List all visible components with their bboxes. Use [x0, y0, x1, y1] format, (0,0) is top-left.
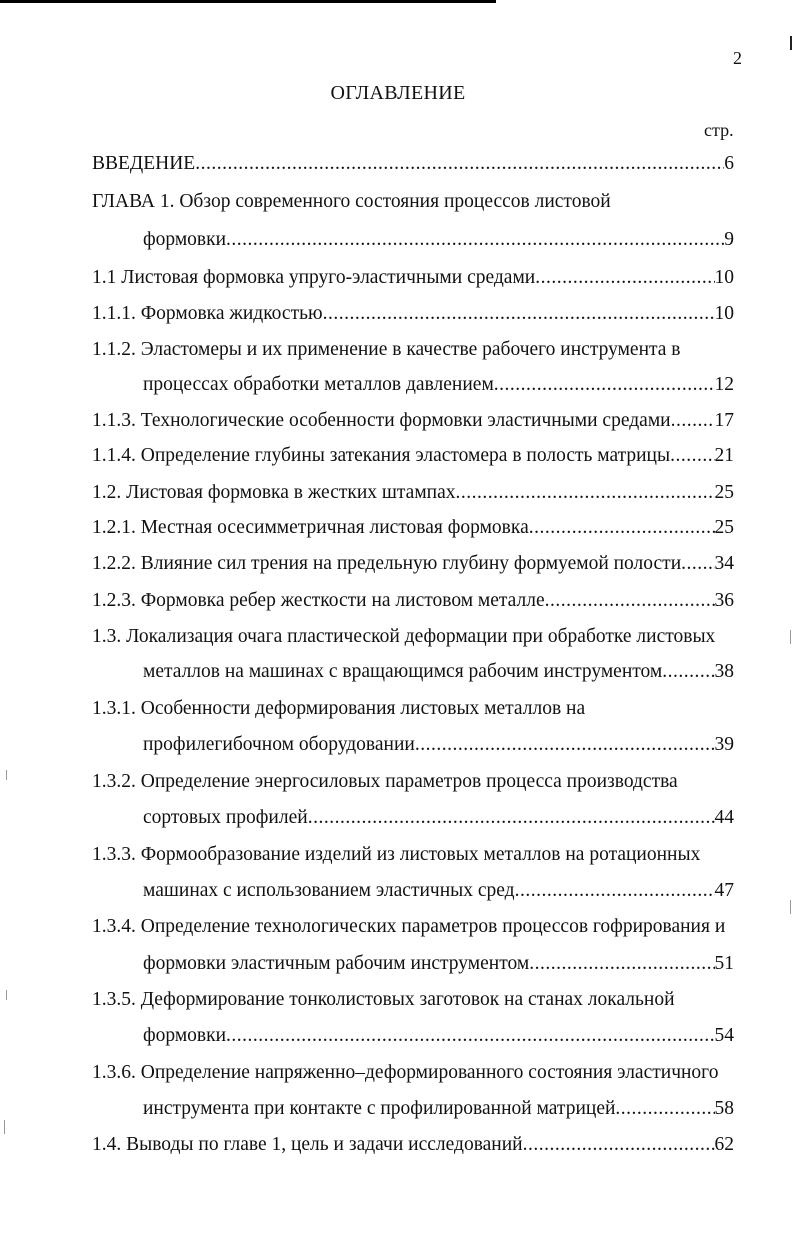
toc-entry-1-1-1[interactable]: 1.1.1. Формовка жидкостью ..... 10 [92, 302, 734, 326]
toc-entry-introduction[interactable]: ВВЕДЕНИЕ ..... 6 [92, 152, 734, 176]
top-border-line [0, 0, 496, 3]
scan-mark [6, 770, 7, 780]
scan-mark [790, 900, 791, 914]
edge-mark [790, 36, 792, 50]
toc-entry-1-2[interactable]: 1.2. Листовая формовка в жестких штампах ..... 25 [92, 481, 734, 505]
toc-entry-1-3-cont[interactable]: металлов на машинах с вращающимся рабочим инструментом ..... 38 [143, 660, 734, 684]
toc-entry-chapter-1[interactable]: ГЛАВА 1. Обзор современного состояния процессов листовой [92, 191, 611, 212]
toc-entry-1-4[interactable]: 1.4. Выводы по главе 1, цель и задачи исследований ..... 62 [92, 1133, 734, 1157]
toc-entry-1-1-3[interactable]: 1.1.3. Технологические особенности формовки эластичными средами ..... 17 [92, 409, 734, 433]
toc-entry-chapter-1-cont[interactable]: формовки ..... 9 [143, 228, 734, 252]
page-column-label: стр. [704, 120, 734, 140]
toc-entry-1-3-6[interactable]: 1.3.6. Определение напряженно–деформированного состояния эластичного [92, 1062, 719, 1083]
toc-entry-1-1-2-cont[interactable]: процессах обработки металлов давлением ..... 12 [143, 373, 734, 397]
scan-mark [790, 630, 791, 644]
toc-entry-1-3[interactable]: 1.3. Локализация очага пластической деформации при обработке листовых [92, 626, 716, 647]
toc-entry-1-3-5[interactable]: 1.3.5. Деформирование тонколистовых заготовок на станах локальной [92, 989, 675, 1010]
toc-entry-1-2-1[interactable]: 1.2.1. Местная осесимметричная листовая формовка ..... 25 [92, 516, 734, 540]
toc-entry-1-3-1[interactable]: 1.3.1. Особенности деформирования листовых металлов на [92, 698, 586, 719]
toc-entry-1-2-2[interactable]: 1.2.2. Влияние сил трения на предельную глубину формуемой полости ..... 34 [92, 552, 734, 576]
toc-entry-1-3-5-cont[interactable]: формовки ..... 54 [143, 1024, 734, 1048]
toc-entry-1-1-4[interactable]: 1.1.4. Определение глубины затекания эластомера в полость матрицы ..... 21 [92, 444, 734, 468]
toc-entry-1-3-4-cont[interactable]: формовки эластичным рабочим инструментом ..... 51 [143, 952, 734, 976]
toc-entry-1-2-3[interactable]: 1.2.3. Формовка ребер жесткости на листовом металле ..... 36 [92, 589, 734, 613]
toc-entry-1-1[interactable]: 1.1 Листовая формовка упруго-эластичными средами ..... 10 [92, 266, 734, 290]
toc-entry-1-1-2[interactable]: 1.1.2. Эластомеры и их применение в качестве рабочего инструмента в [92, 339, 681, 360]
scan-mark [4, 1120, 5, 1134]
toc-entry-1-3-3-cont[interactable]: машинах с использованием эластичных сред ..... 47 [143, 879, 734, 903]
scan-mark [6, 990, 7, 1000]
toc-entry-1-3-6-cont[interactable]: инструмента при контакте с профилированной матрицей ..... 58 [143, 1097, 734, 1121]
page-number: 2 [733, 48, 742, 68]
toc-entry-1-3-4[interactable]: 1.3.4. Определение технологических параметров процессов гофрирования и [92, 916, 726, 937]
toc-entry-1-3-2-cont[interactable]: сортовых профилей ..... 44 [143, 806, 734, 830]
toc-entry-1-3-1-cont[interactable]: профилегибочном оборудовании ..... 39 [143, 733, 734, 757]
toc-entry-1-3-3[interactable]: 1.3.3. Формообразование изделий из листовых металлов на ротационных [92, 844, 701, 865]
page-title: ОГЛАВЛЕНИЕ [330, 82, 466, 104]
toc-entry-1-3-2[interactable]: 1.3.2. Определение энергосиловых параметров процесса производства [92, 771, 678, 792]
